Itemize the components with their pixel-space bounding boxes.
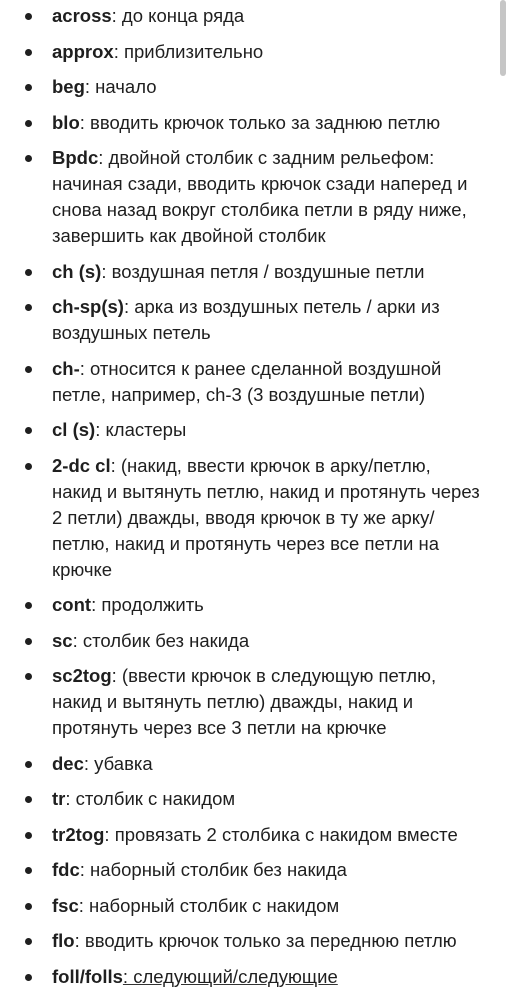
bullet-icon [25,155,32,162]
definition: : кластеры [95,419,187,440]
definition: : относится к ранее сделанной воздушной петле, например, ch-3 (3 воздушные петли) [52,357,442,405]
definition: : провязать 2 столбика с накидом вместе [104,823,458,845]
term: ch- [52,357,80,379]
list-item [0,822,500,848]
definition: : столбик без накида [72,629,250,651]
list-item [0,110,500,136]
bullet-icon [25,761,32,768]
bullet-icon [25,602,32,609]
term: cl (s) [52,419,96,440]
definition[interactable]: : следующий/следующие [122,965,338,987]
term: sc2tog [52,665,112,686]
list-item [0,628,500,654]
bullet-icon [25,366,32,373]
bottom-fade [0,992,509,1000]
term: tr2tog [52,823,105,845]
definition: : наборный столбик с накидом [78,894,340,916]
bullet-icon [25,463,32,470]
definition: : начало [84,76,157,97]
definition: : вводить крючок только за заднюю петлю [79,111,441,133]
bullet-icon [25,974,32,981]
term: foll/folls [52,965,123,987]
definition: : вводить крючок только за переднюю петлю [74,930,457,951]
definition: : наборный столбик без накида [79,859,347,880]
bullet-icon [25,13,32,20]
term: fsc [52,894,79,916]
list-item [0,39,500,65]
list-item [0,356,500,408]
bullet-icon [25,49,32,56]
bullet-icon [25,269,32,276]
bullet-icon [25,832,32,839]
list-item [0,145,500,249]
definition: : воздушная петля / воздушные петли [101,260,425,282]
term: beg [52,76,85,97]
bullet-icon [25,673,32,680]
list-item [0,592,500,618]
term: across [52,5,112,26]
term: fdc [52,859,80,880]
term: blo [52,111,80,133]
bullet-icon [25,427,32,434]
list-item [0,259,500,285]
definition: : арка из воздушных петель / арки из воздушных петель [52,296,440,343]
term: cont [52,594,92,615]
term: tr [52,788,66,809]
definition: : продолжить [91,594,204,615]
definition: : убавка [83,752,153,774]
bullet-icon [25,867,32,874]
list-item [0,294,500,346]
definition: : двойной столбик с задним рельефом: начиная сзади, вводить крючок сзади наперед и снова назад вокруг столбика петли в ряду ниже, завершить как двойной столбик [52,147,468,246]
term: flo [52,930,75,951]
list-item [0,751,500,777]
list-item [0,786,500,812]
scrollbar-thumb[interactable] [500,0,506,76]
list-item [0,74,500,100]
list-item [0,964,500,990]
bullet-icon [25,938,32,945]
bullet-icon [25,304,32,311]
term: ch (s) [52,260,102,282]
list-item [0,857,500,883]
definition: : (накид, ввести крючок в арку/петлю, накид и вытянуть петлю, накид и протянуть через 2 петли) дважды, вводя крючок в ту же арку/петлю, накид и протянуть через все петли на крючке [52,454,480,580]
bullet-icon [25,638,32,645]
definition: : приблизительно [113,40,264,62]
term: Bpdc [52,147,99,168]
bullet-icon [25,796,32,803]
list-item [0,928,500,954]
term: approx [52,40,114,62]
list-item [0,893,500,919]
term: dec [52,752,84,774]
bullet-icon [25,84,32,91]
list-item [0,3,500,29]
definition: : до конца ряда [111,5,245,26]
list-item [0,663,500,741]
term: 2-dc cl [52,454,111,476]
bullet-icon [25,120,32,127]
term: sc [52,629,73,651]
term: ch-sp(s) [52,296,124,317]
definition: : столбик с накидом [65,788,236,809]
bullet-icon [25,903,32,910]
glossary-list [0,3,500,999]
list-item [0,453,500,583]
list-item [0,417,500,443]
definition: : (ввести крючок в следующую петлю, накид и вытянуть петлю) дважды, накид и протянуть через все 3 петли на крючке [52,665,437,738]
